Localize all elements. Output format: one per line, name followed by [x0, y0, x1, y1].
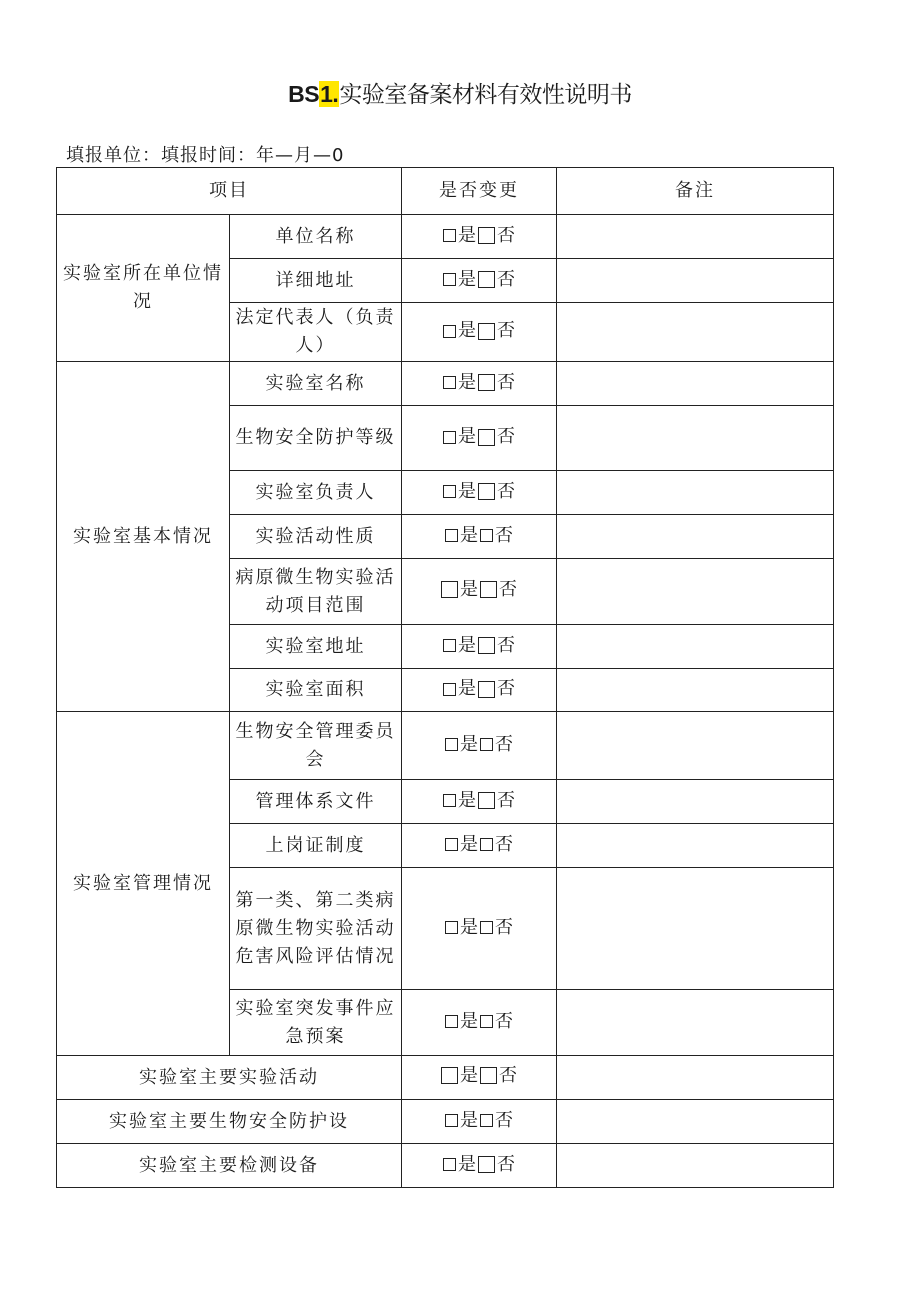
row-label: 第一类、第二类病原微生物实验活动危害风险评估情况: [230, 868, 402, 990]
yes-no-choice: [444, 831, 514, 859]
yes-no-choice: [442, 369, 516, 397]
row-label: 上岗证制度: [230, 824, 402, 868]
no-checkbox[interactable]: [478, 374, 495, 391]
change-choice: [402, 868, 557, 990]
yes-no-choice: [444, 1008, 514, 1036]
yes-label: 是: [460, 1064, 478, 1086]
row-label: 单位名称: [230, 215, 402, 259]
no-label: 否: [495, 1010, 513, 1032]
row-label: 详细地址: [230, 259, 402, 303]
yes-checkbox[interactable]: [445, 738, 458, 751]
yes-no-choice: [442, 632, 516, 660]
row-label: 管理体系文件: [230, 780, 402, 824]
group-label-mgmt: 实验室管理情况: [57, 712, 230, 1056]
validity-form-table: [56, 167, 834, 1188]
no-label: 否: [497, 426, 515, 448]
table-row: [57, 712, 834, 780]
no-checkbox[interactable]: [478, 227, 495, 244]
remark-cell[interactable]: [557, 303, 834, 362]
remark-cell[interactable]: [557, 669, 834, 712]
remark-cell[interactable]: [557, 1100, 834, 1144]
yes-label: 是: [460, 833, 478, 855]
change-choice: [402, 559, 557, 625]
yes-no-choice: [444, 522, 514, 550]
row-label: 实验室突发事件应急预案: [230, 990, 402, 1056]
yes-no-choice: [440, 576, 518, 604]
yes-label: 是: [460, 524, 478, 546]
yes-checkbox[interactable]: [443, 683, 456, 696]
document-title: [0, 76, 920, 109]
yes-label: 是: [458, 371, 476, 393]
no-checkbox[interactable]: [480, 581, 497, 598]
no-checkbox[interactable]: [480, 1067, 497, 1084]
no-checkbox[interactable]: [480, 529, 493, 542]
yes-no-choice: [442, 266, 516, 294]
remark-cell[interactable]: [557, 1056, 834, 1100]
remark-cell[interactable]: [557, 406, 834, 471]
yes-checkbox[interactable]: [445, 1015, 458, 1028]
no-label: 否: [497, 1153, 515, 1175]
table-row: [57, 1144, 834, 1188]
no-checkbox[interactable]: [478, 429, 495, 446]
yes-no-choice: [440, 1062, 518, 1090]
change-choice: [402, 471, 557, 515]
yes-no-choice: [442, 222, 516, 250]
yes-label: 是: [460, 916, 478, 938]
title-highlight: 1.: [320, 81, 339, 107]
yes-checkbox[interactable]: [445, 529, 458, 542]
yes-no-choice: [442, 423, 516, 451]
row-label: 生物安全防护等级: [230, 406, 402, 471]
remark-cell[interactable]: [557, 824, 834, 868]
no-label: 否: [495, 916, 513, 938]
title-prefix: BS: [288, 81, 320, 107]
change-choice: [402, 990, 557, 1056]
yes-no-choice: [444, 731, 514, 759]
change-choice: [402, 712, 557, 780]
yes-checkbox[interactable]: [443, 431, 456, 444]
remark-cell[interactable]: [557, 1144, 834, 1188]
yes-label: 是: [460, 1010, 478, 1032]
no-label: 否: [497, 480, 515, 502]
group-label-unit: 实验室所在单位情况: [57, 215, 230, 362]
yes-label: 是: [458, 1153, 476, 1175]
no-checkbox[interactable]: [478, 271, 495, 288]
no-checkbox[interactable]: [480, 838, 493, 851]
table-row: [57, 362, 834, 406]
remark-cell[interactable]: [557, 712, 834, 780]
no-label: 否: [497, 224, 515, 246]
yes-label: 是: [458, 320, 476, 342]
change-choice: [402, 625, 557, 669]
fill-info-line: 填报单位：填报时间：年—月—0: [66, 145, 345, 166]
group-label-basic: 实验室基本情况: [57, 362, 230, 712]
table-row: [57, 1056, 834, 1100]
row-label: 实验活动性质: [230, 515, 402, 559]
no-label: 否: [499, 1064, 517, 1086]
yes-no-choice: [442, 787, 516, 815]
no-label: 否: [495, 1109, 513, 1131]
change-choice: [402, 515, 557, 559]
no-checkbox[interactable]: [478, 1156, 495, 1173]
yes-label: 是: [458, 480, 476, 502]
change-choice: [402, 362, 557, 406]
remark-cell[interactable]: [557, 515, 834, 559]
no-label: 否: [497, 789, 515, 811]
yes-no-choice: [444, 914, 514, 942]
header-changed: 是否变更: [402, 168, 557, 215]
change-choice: [402, 303, 557, 362]
header-remark: 备注: [557, 168, 834, 215]
change-choice: [402, 1100, 557, 1144]
row-label: 法定代表人（负责人）: [230, 303, 402, 362]
yes-checkbox[interactable]: [443, 325, 456, 338]
row-label: 实验室主要检测设备: [57, 1144, 402, 1188]
change-choice: [402, 215, 557, 259]
no-checkbox[interactable]: [478, 323, 495, 340]
row-label: 实验室面积: [230, 669, 402, 712]
remark-cell[interactable]: [557, 625, 834, 669]
no-checkbox[interactable]: [478, 483, 495, 500]
yes-checkbox[interactable]: [443, 273, 456, 286]
yes-label: 是: [460, 578, 478, 600]
yes-no-choice: [442, 675, 516, 703]
row-label: 实验室地址: [230, 625, 402, 669]
no-label: 否: [497, 268, 515, 290]
no-checkbox[interactable]: [478, 681, 495, 698]
yes-label: 是: [458, 634, 476, 656]
no-checkbox[interactable]: [480, 1015, 493, 1028]
change-choice: [402, 259, 557, 303]
row-label: 实验室主要实验活动: [57, 1056, 402, 1100]
yes-label: 是: [460, 1109, 478, 1131]
yes-checkbox[interactable]: [443, 1158, 456, 1171]
row-label: 实验室主要生物安全防护设: [57, 1100, 402, 1144]
remark-cell[interactable]: [557, 990, 834, 1056]
remark-cell[interactable]: [557, 868, 834, 990]
change-choice: [402, 780, 557, 824]
yes-no-choice: [444, 1107, 514, 1135]
yes-label: 是: [458, 678, 476, 700]
yes-label: 是: [458, 426, 476, 448]
no-label: 否: [497, 371, 515, 393]
table-row: [57, 1100, 834, 1144]
yes-label: 是: [458, 789, 476, 811]
remark-cell[interactable]: [557, 559, 834, 625]
no-checkbox[interactable]: [480, 738, 493, 751]
yes-label: 是: [460, 733, 478, 755]
remark-cell[interactable]: [557, 471, 834, 515]
remark-cell[interactable]: [557, 215, 834, 259]
row-label: 实验室负责人: [230, 471, 402, 515]
yes-no-choice: [442, 478, 516, 506]
no-label: 否: [495, 733, 513, 755]
yes-checkbox[interactable]: [445, 1114, 458, 1127]
no-label: 否: [495, 524, 513, 546]
header-item: 项目: [57, 168, 402, 215]
no-checkbox[interactable]: [480, 921, 493, 934]
row-label: 病原微生物实验活动项目范围: [230, 559, 402, 625]
yes-checkbox[interactable]: [441, 1067, 458, 1084]
yes-checkbox[interactable]: [443, 229, 456, 242]
row-label: 生物安全管理委员会: [230, 712, 402, 780]
yes-label: 是: [458, 224, 476, 246]
yes-checkbox[interactable]: [445, 921, 458, 934]
yes-checkbox[interactable]: [443, 376, 456, 389]
yes-checkbox[interactable]: [443, 639, 456, 652]
change-choice: [402, 1056, 557, 1100]
yes-checkbox[interactable]: [445, 838, 458, 851]
yes-checkbox[interactable]: [443, 794, 456, 807]
no-label: 否: [495, 833, 513, 855]
change-choice: [402, 406, 557, 471]
yes-label: 是: [458, 268, 476, 290]
no-label: 否: [497, 634, 515, 656]
yes-checkbox[interactable]: [441, 581, 458, 598]
no-label: 否: [499, 578, 517, 600]
no-checkbox[interactable]: [478, 792, 495, 809]
change-choice: [402, 1144, 557, 1188]
change-choice: [402, 669, 557, 712]
remark-cell[interactable]: [557, 362, 834, 406]
row-label: 实验室名称: [230, 362, 402, 406]
remark-cell[interactable]: [557, 259, 834, 303]
no-label: 否: [497, 678, 515, 700]
table-row: [57, 215, 834, 259]
no-checkbox[interactable]: [478, 637, 495, 654]
change-choice: [402, 824, 557, 868]
yes-no-choice: [442, 317, 516, 345]
no-label: 否: [497, 320, 515, 342]
no-checkbox[interactable]: [480, 1114, 493, 1127]
yes-no-choice: [442, 1151, 516, 1179]
header-row: [57, 168, 834, 215]
title-text: 实验室备案材料有效性说明书: [339, 82, 632, 108]
remark-cell[interactable]: [557, 780, 834, 824]
yes-checkbox[interactable]: [443, 485, 456, 498]
